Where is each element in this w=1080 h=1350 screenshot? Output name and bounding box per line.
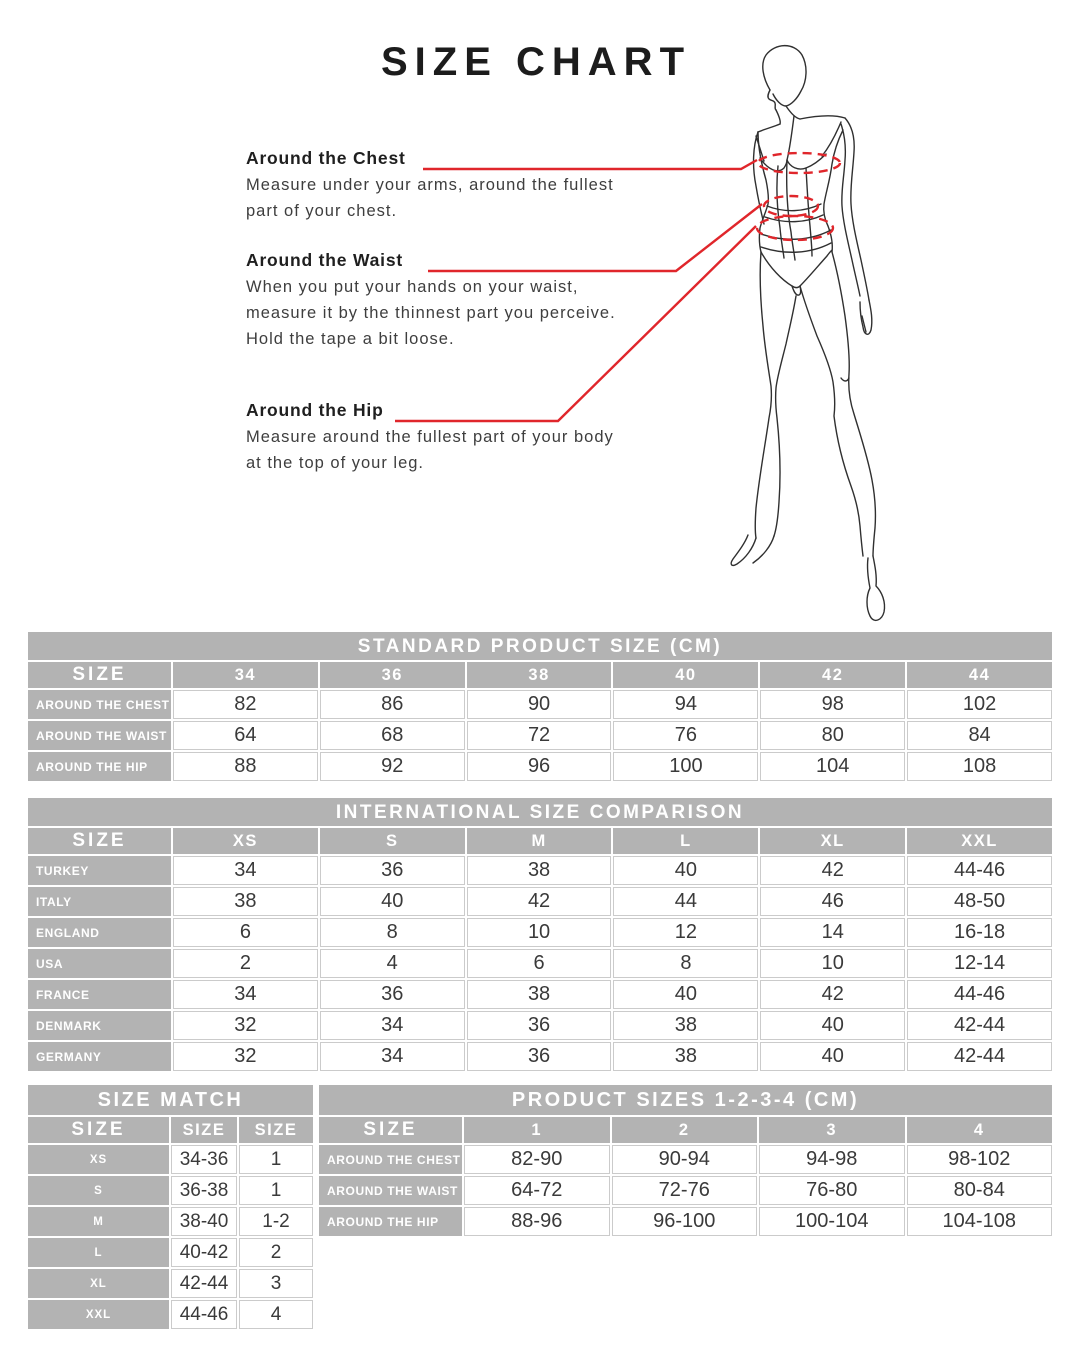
data-cell: 32 — [173, 1042, 318, 1071]
data-cell: 8 — [320, 918, 465, 947]
table-row — [319, 1176, 1052, 1205]
row-label: ENGLAND — [28, 918, 171, 947]
column-header: S — [320, 828, 465, 854]
data-cell: 8 — [613, 949, 758, 978]
column-header: 34 — [173, 662, 318, 688]
data-cell: 90 — [467, 690, 612, 719]
data-cell: 3 — [239, 1269, 313, 1298]
table-row — [28, 1011, 1052, 1040]
data-cell: 96-100 — [612, 1207, 758, 1236]
data-cell: 38 — [173, 887, 318, 916]
column-header: SIZE — [239, 1117, 313, 1143]
row-label: AROUND THE HIP — [319, 1207, 462, 1236]
data-cell: 88-96 — [464, 1207, 610, 1236]
data-cell: 38 — [613, 1011, 758, 1040]
data-cell: 80 — [760, 721, 905, 750]
data-cell: 82-90 — [464, 1145, 610, 1174]
data-cell: 84 — [907, 721, 1052, 750]
row-label: XL — [28, 1269, 169, 1298]
data-cell: 40 — [613, 980, 758, 1009]
data-cell: 16-18 — [907, 918, 1052, 947]
row-label: ITALY — [28, 887, 171, 916]
table-row — [28, 856, 1052, 885]
data-cell: 38 — [467, 856, 612, 885]
row-label: S — [28, 1176, 169, 1205]
data-cell: 92 — [320, 752, 465, 781]
guide-hip-label: Around the Hip — [246, 400, 384, 420]
row-label: AROUND THE WAIST — [319, 1176, 462, 1205]
row-label: TURKEY — [28, 856, 171, 885]
standard-size-table-title: STANDARD PRODUCT SIZE (CM) — [28, 632, 1052, 660]
table-row — [319, 1145, 1052, 1174]
table-row — [28, 980, 1052, 1009]
column-header: 2 — [612, 1117, 758, 1143]
data-cell: 68 — [320, 721, 465, 750]
table-row — [28, 1176, 313, 1205]
international-size-table-section — [28, 798, 1052, 1073]
size-match-table — [26, 1115, 315, 1331]
column-header: 42 — [760, 662, 905, 688]
column-header: 36 — [320, 662, 465, 688]
data-cell: 76-80 — [759, 1176, 905, 1205]
table-row — [28, 918, 1052, 947]
table-row — [28, 1300, 313, 1329]
data-cell: 42 — [467, 887, 612, 916]
column-header: SIZE — [28, 662, 171, 688]
data-cell: 14 — [760, 918, 905, 947]
table-row — [28, 1238, 313, 1267]
data-cell: 72-76 — [612, 1176, 758, 1205]
data-cell: 40 — [760, 1042, 905, 1071]
data-cell: 6 — [467, 949, 612, 978]
column-header: SIZE — [319, 1117, 462, 1143]
standard-size-table — [26, 660, 1054, 783]
data-cell: 88 — [173, 752, 318, 781]
data-cell: 12-14 — [907, 949, 1052, 978]
product-sizes-table-section — [319, 1085, 1052, 1238]
data-cell: 34 — [173, 856, 318, 885]
column-header: 1 — [464, 1117, 610, 1143]
data-cell: 32 — [173, 1011, 318, 1040]
data-cell: 104 — [760, 752, 905, 781]
data-cell: 38-40 — [171, 1207, 237, 1236]
data-cell: 48-50 — [907, 887, 1052, 916]
data-cell: 34 — [320, 1011, 465, 1040]
table-row — [28, 1145, 313, 1174]
guide-waist-label: Around the Waist — [246, 250, 404, 270]
international-size-table-title: INTERNATIONAL SIZE COMPARISON — [28, 798, 1052, 826]
croquis-outline — [731, 46, 884, 621]
column-header: XS — [173, 828, 318, 854]
data-cell: 36-38 — [171, 1176, 237, 1205]
guide-chest-label: Around the Chest — [246, 148, 406, 168]
guide-hip — [246, 399, 631, 476]
data-cell: 76 — [613, 721, 758, 750]
data-cell: 12 — [613, 918, 758, 947]
data-cell: 96 — [467, 752, 612, 781]
data-cell: 1-2 — [239, 1207, 313, 1236]
data-cell: 1 — [239, 1145, 313, 1174]
data-cell: 100 — [613, 752, 758, 781]
table-row — [28, 690, 1052, 719]
data-cell: 100-104 — [759, 1207, 905, 1236]
column-header: 44 — [907, 662, 1052, 688]
column-header: SIZE — [171, 1117, 237, 1143]
row-label: AROUND THE HIP — [28, 752, 171, 781]
column-header: 4 — [907, 1117, 1053, 1143]
data-cell: 44-46 — [907, 980, 1052, 1009]
international-size-table — [26, 826, 1054, 1073]
data-cell: 42 — [760, 980, 905, 1009]
data-cell: 44 — [613, 887, 758, 916]
header-row — [28, 828, 1052, 854]
row-label: XS — [28, 1145, 169, 1174]
table-row — [28, 1269, 313, 1298]
data-cell: 1 — [239, 1176, 313, 1205]
data-cell: 38 — [613, 1042, 758, 1071]
row-label: USA — [28, 949, 171, 978]
data-cell: 94 — [613, 690, 758, 719]
data-cell: 38 — [467, 980, 612, 1009]
row-label: DENMARK — [28, 1011, 171, 1040]
data-cell: 42-44 — [907, 1011, 1052, 1040]
data-cell: 36 — [320, 856, 465, 885]
data-cell: 34 — [173, 980, 318, 1009]
data-cell: 2 — [173, 949, 318, 978]
data-cell: 104-108 — [907, 1207, 1053, 1236]
data-cell: 40 — [320, 887, 465, 916]
row-label: AROUND THE WAIST — [28, 721, 171, 750]
data-cell: 98 — [760, 690, 905, 719]
table-row — [28, 887, 1052, 916]
column-header: SIZE — [28, 1117, 169, 1143]
data-cell: 40 — [760, 1011, 905, 1040]
guide-waist — [246, 249, 631, 352]
guide-chest-description: Measure under your arms, around the fullest part of your chest. — [246, 176, 614, 220]
row-label: XXL — [28, 1300, 169, 1329]
row-label: GERMANY — [28, 1042, 171, 1071]
column-header: 40 — [613, 662, 758, 688]
page-title: SIZE CHART — [381, 40, 691, 84]
column-header: 3 — [759, 1117, 905, 1143]
column-header: M — [467, 828, 612, 854]
data-cell: 102 — [907, 690, 1052, 719]
row-label: M — [28, 1207, 169, 1236]
fashion-figure-illustration — [700, 20, 980, 650]
data-cell: 108 — [907, 752, 1052, 781]
data-cell: 2 — [239, 1238, 313, 1267]
table-row — [28, 1207, 313, 1236]
data-cell: 82 — [173, 690, 318, 719]
data-cell: 46 — [760, 887, 905, 916]
data-cell: 36 — [467, 1042, 612, 1071]
data-cell: 90-94 — [612, 1145, 758, 1174]
table-row — [319, 1207, 1052, 1236]
data-cell: 36 — [467, 1011, 612, 1040]
data-cell: 10 — [467, 918, 612, 947]
row-label: AROUND THE CHEST — [319, 1145, 462, 1174]
product-sizes-table — [317, 1115, 1054, 1238]
data-cell: 64 — [173, 721, 318, 750]
size-match-table-section — [28, 1085, 313, 1331]
data-cell: 36 — [320, 980, 465, 1009]
data-cell: 40-42 — [171, 1238, 237, 1267]
data-cell: 94-98 — [759, 1145, 905, 1174]
table-row — [28, 949, 1052, 978]
guide-waist-description: When you put your hands on your waist, measure it by the thinnest part you perceive. Hold the tape a bit loose. — [246, 278, 616, 348]
header-row — [28, 662, 1052, 688]
product-sizes-table-title: PRODUCT SIZES 1-2-3-4 (CM) — [319, 1085, 1052, 1115]
data-cell: 44-46 — [907, 856, 1052, 885]
column-header: SIZE — [28, 828, 171, 854]
row-label: AROUND THE CHEST — [28, 690, 171, 719]
data-cell: 34 — [320, 1042, 465, 1071]
data-cell: 44-46 — [171, 1300, 237, 1329]
data-cell: 80-84 — [907, 1176, 1053, 1205]
header-row — [28, 1117, 313, 1143]
data-cell: 4 — [320, 949, 465, 978]
data-cell: 6 — [173, 918, 318, 947]
data-cell: 40 — [613, 856, 758, 885]
data-cell: 64-72 — [464, 1176, 610, 1205]
row-label: L — [28, 1238, 169, 1267]
table-row — [28, 721, 1052, 750]
column-header: XL — [760, 828, 905, 854]
size-match-table-title: SIZE MATCH — [28, 1085, 313, 1115]
data-cell: 42 — [760, 856, 905, 885]
data-cell: 98-102 — [907, 1145, 1053, 1174]
data-cell: 34-36 — [171, 1145, 237, 1174]
standard-size-table-section — [28, 632, 1052, 783]
header-row — [319, 1117, 1052, 1143]
guide-chest — [246, 147, 631, 224]
data-cell: 10 — [760, 949, 905, 978]
data-cell: 42-44 — [171, 1269, 237, 1298]
table-row — [28, 752, 1052, 781]
guide-hip-description: Measure around the fullest part of your body at the top of your leg. — [246, 428, 614, 472]
data-cell: 4 — [239, 1300, 313, 1329]
column-header: L — [613, 828, 758, 854]
data-cell: 86 — [320, 690, 465, 719]
table-row — [28, 1042, 1052, 1071]
data-cell: 72 — [467, 721, 612, 750]
column-header: XXL — [907, 828, 1052, 854]
row-label: FRANCE — [28, 980, 171, 1009]
data-cell: 42-44 — [907, 1042, 1052, 1071]
column-header: 38 — [467, 662, 612, 688]
